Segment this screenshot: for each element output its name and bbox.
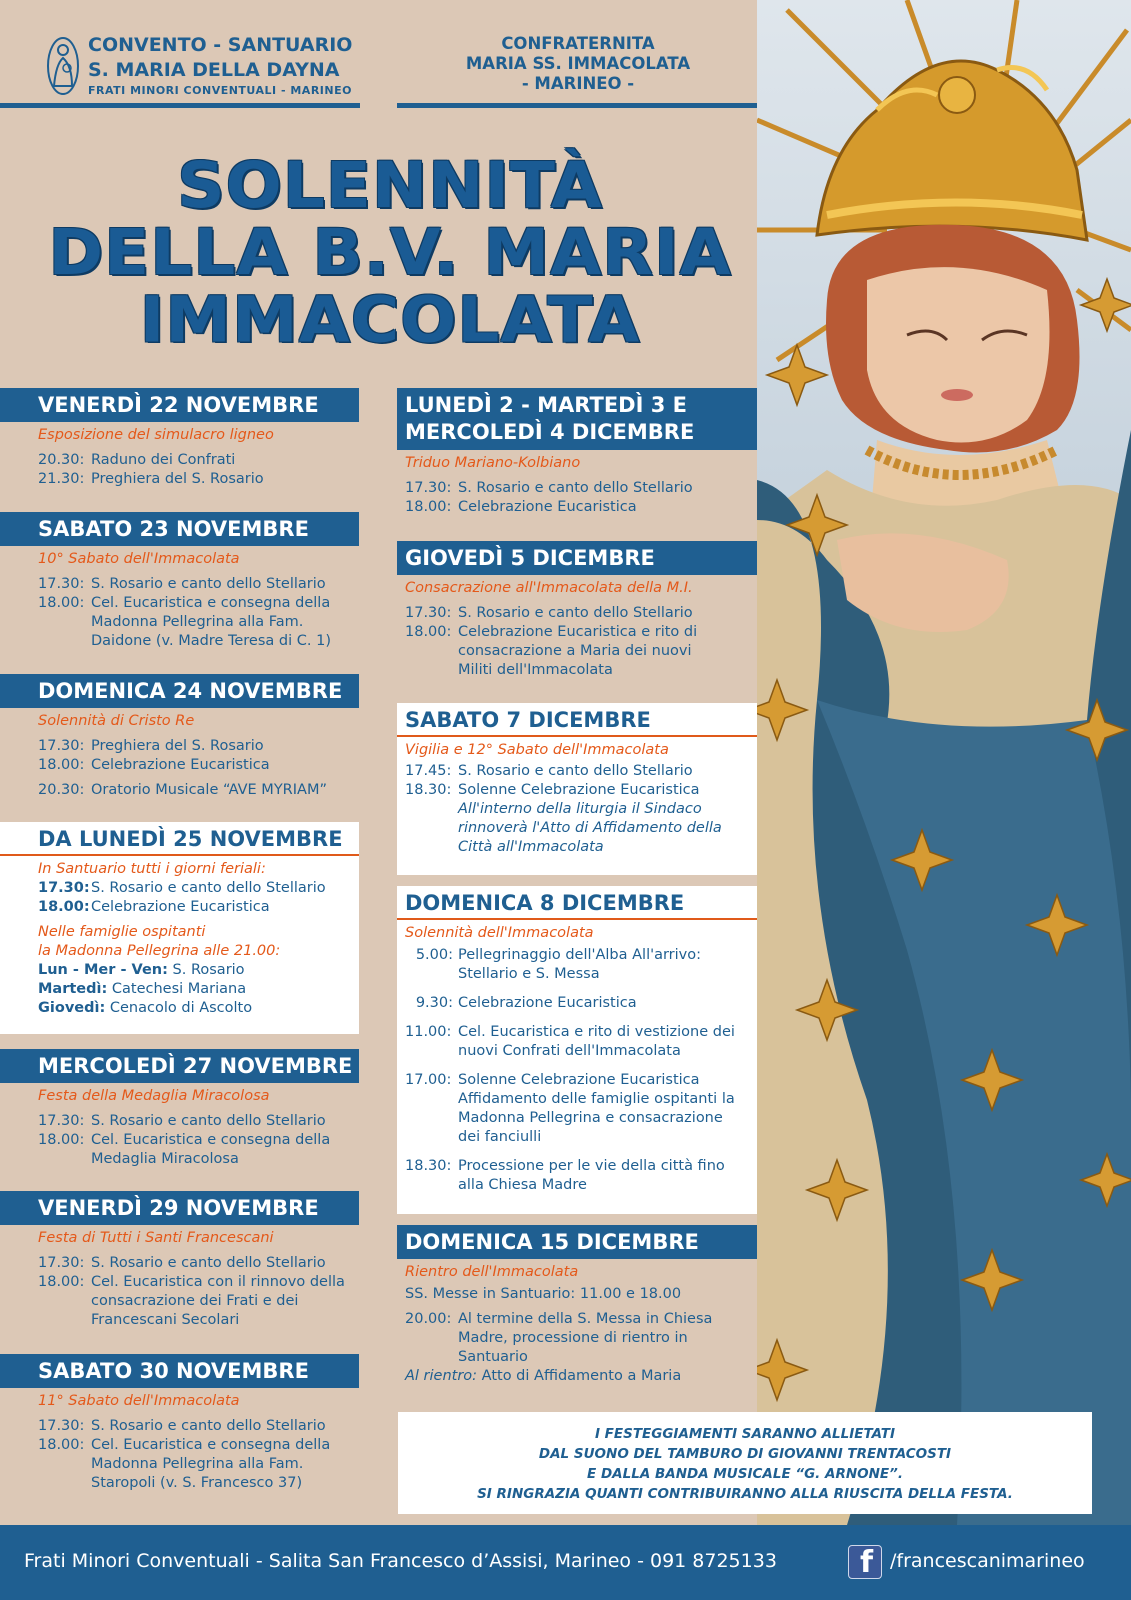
event-subtitle: Rientro dell'Immacolata — [405, 1264, 579, 1280]
event-text: S. Rosario e canto dello Stellario — [91, 880, 326, 896]
event-text: Cenacolo di Ascolto — [109, 1000, 253, 1016]
event-domenica-24 — [0, 674, 359, 800]
event-text: S. Rosario e canto dello Stellario — [458, 480, 693, 496]
event-heading: DA LUNEDÌ 25 NOVEMBRE — [0, 822, 359, 856]
event-time: 17.30: — [38, 1255, 85, 1271]
event-subtitle: 11° Sabato dell'Immacolata — [38, 1393, 240, 1409]
event-time: 17.30: — [38, 738, 85, 754]
festivities-note — [398, 1412, 1092, 1514]
event-text: Raduno dei Confrati — [91, 452, 236, 468]
event-heading: VENERDÌ 22 NOVEMBRE — [0, 388, 359, 422]
event-subtitle: Festa della Medaglia Miracolosa — [38, 1088, 270, 1104]
event-time: 17.30: — [38, 1113, 85, 1129]
event-heading: DOMENICA 24 NOVEMBRE — [0, 674, 359, 708]
event-subtitle: Consacrazione all'Immacolata della M.I. — [405, 580, 693, 596]
event-text: Celebrazione Eucaristica — [458, 499, 637, 515]
event-time: 18.00: — [405, 624, 452, 640]
event-text: Cel. Eucaristica e consegna della Medaglia Miracolosa — [91, 1132, 331, 1167]
title-line-2: DELLA B.V. MARIA — [48, 215, 732, 290]
event-text: S. Rosario e canto dello Stellario — [458, 605, 693, 621]
event-time: 21.30: — [38, 471, 85, 487]
event-heading: SABATO 30 NOVEMBRE — [0, 1354, 359, 1388]
note-line-2: DAL SUONO DEL TAMBURO DI GIOVANNI TRENTACOSTI — [538, 1446, 952, 1462]
event-venerdi-29 — [0, 1191, 359, 1330]
event-text: Cel. Eucaristica e consegna della Madonna Pellegrina alla Fam. Daidone (v. Madre Teresa di C. 1) — [91, 595, 331, 649]
rientro-label: Al rientro: — [405, 1368, 478, 1384]
event-text: S. Rosario e canto dello Stellario — [458, 763, 693, 779]
event-sabato-23 — [0, 512, 359, 651]
event-text: Preghiera del S. Rosario — [91, 738, 264, 754]
facebook-handle-link[interactable]: /francescanimarineo — [890, 1550, 1085, 1572]
event-subtitle-2a: Nelle famiglie ospitanti — [38, 924, 206, 940]
event-time: 9.30: — [415, 995, 453, 1011]
event-time: 18.00: — [38, 1274, 85, 1290]
event-subtitle: Vigilia e 12° Sabato dell'Immacolata — [405, 742, 669, 758]
event-time: 17.00: — [405, 1072, 452, 1088]
event-time: 17.30: — [38, 576, 85, 592]
event-time: 17.30: — [38, 880, 90, 896]
event-text: S. Rosario e canto dello Stellario — [91, 576, 326, 592]
note-line-4: SI RINGRAZIA QUANTI CONTRIBUIRANNO ALLA RIUSCITA DELLA FESTA. — [477, 1486, 1013, 1502]
event-text: S. Rosario e canto dello Stellario — [91, 1418, 326, 1434]
event-text: Celebrazione Eucaristica e rito di consacrazione a Maria dei nuovi Militi dell'Immacolata — [458, 624, 698, 678]
event-heading: DOMENICA 15 DICEMBRE — [397, 1225, 757, 1259]
event-heading: DOMENICA 8 DICEMBRE — [397, 886, 757, 920]
convento-line-2: S. MARIA DELLA DAYNA — [88, 59, 340, 81]
event-text: Pellegrinaggio dell'Alba All'arrivo: Stellario e S. Messa — [458, 947, 702, 982]
event-text: Celebrazione Eucaristica — [91, 899, 270, 915]
confraternita-header — [398, 34, 758, 94]
event-text: Celebrazione Eucaristica — [458, 995, 637, 1011]
event-text: SS. Messe in Santuario: 11.00 e 18.00 — [405, 1286, 682, 1302]
event-subtitle: In Santuario tutti i giorni feriali: — [38, 861, 266, 877]
event-subtitle: Triduo Mariano-Kolbiano — [405, 455, 581, 471]
event-sabato-30 — [0, 1354, 359, 1493]
event-day-label: Martedì: — [38, 981, 108, 997]
event-heading: GIOVEDÌ 5 DICEMBRE — [397, 541, 757, 575]
note-line-1: I FESTEGGIAMENTI SARANNO ALLIETATI — [594, 1426, 896, 1442]
event-time: 18.30: — [405, 1158, 452, 1174]
crown-icon — [817, 61, 1087, 240]
event-text: Catechesi Mariana — [111, 981, 247, 997]
event-da-lunedi-25 — [0, 822, 359, 1034]
madonna-logo-icon — [46, 36, 80, 98]
event-text: Preghiera del S. Rosario — [91, 471, 264, 487]
page-title — [30, 148, 750, 357]
event-subtitle-2b: la Madonna Pellegrina alle 21.00: — [38, 943, 281, 959]
confraternita-line-3: - MARINEO - — [521, 74, 635, 93]
facebook-glyph: f — [859, 1545, 873, 1580]
event-time: 17.30: — [405, 480, 452, 496]
event-time: 18.00: — [38, 1437, 85, 1453]
event-mercoledi-27 — [0, 1049, 359, 1169]
header-rule-right — [397, 103, 757, 108]
event-subtitle: Solennità dell'Immacolata — [405, 925, 594, 941]
event-text: S. Rosario — [172, 962, 245, 978]
event-time: 5.00: — [415, 947, 453, 963]
event-time: 20.30: — [38, 452, 85, 468]
rientro-text: Atto di Affidamento a Maria — [481, 1368, 682, 1384]
event-time: 18.00: — [38, 595, 85, 611]
event-time: 18.00: — [405, 499, 452, 515]
event-time: 11.00: — [405, 1024, 452, 1040]
madonna-statue-image — [757, 0, 1131, 1525]
event-time: 17.45: — [405, 763, 452, 779]
event-heading: MERCOLEDÌ 27 NOVEMBRE — [0, 1049, 359, 1083]
event-subtitle: Esposizione del simulacro ligneo — [38, 427, 274, 443]
event-italic-note: All'interno della liturgia il Sindaco rinnoverà l'Atto di Affidamento della Città all'Immacolata — [458, 801, 722, 855]
event-text: Processione per le vie della città fino alla Chiesa Madre — [458, 1158, 725, 1193]
event-time: 18.00: — [38, 1132, 85, 1148]
event-text: S. Rosario e canto dello Stellario — [91, 1113, 326, 1129]
event-subtitle: Festa di Tutti i Santi Francescani — [38, 1230, 274, 1246]
footer — [0, 1525, 1131, 1600]
event-venerdi-22 — [0, 388, 359, 489]
event-text: Cel. Eucaristica e consegna della Madonna Pellegrina alla Fam. Staropoli (v. S. Francesco 37) — [91, 1437, 331, 1491]
event-time: 18.30: — [405, 782, 452, 798]
event-text: Solenne Celebrazione Eucaristica — [458, 782, 700, 798]
event-text: Al termine della S. Messa in Chiesa Madre, processione di rientro in Santuario — [458, 1311, 713, 1365]
event-heading: LUNEDÌ 2 - MARTEDÌ 3 E MERCOLEDÌ 4 DICEMBRE — [397, 388, 757, 450]
event-subtitle: Solennità di Cristo Re — [38, 713, 195, 729]
facebook-icon[interactable] — [848, 1545, 882, 1579]
title-line-1: SOLENNITÀ — [177, 148, 603, 223]
event-heading: SABATO 23 NOVEMBRE — [0, 512, 359, 546]
statue-illustration — [757, 0, 1131, 1525]
event-lunedi-2-mercoledi-4 — [397, 388, 757, 517]
header-rule-left — [0, 103, 360, 108]
event-heading: VENERDÌ 29 NOVEMBRE — [0, 1191, 359, 1225]
event-text: Solenne Celebrazione Eucaristica Affidamento delle famiglie ospitanti la Madonna Pellegrina e consacrazione dei fanciulli — [458, 1072, 735, 1145]
event-text: Cel. Eucaristica e rito di vestizione dei nuovi Confrati dell'Immacolata — [458, 1024, 735, 1059]
event-day-label: Lun - Mer - Ven: — [38, 962, 168, 978]
event-text: Celebrazione Eucaristica — [91, 757, 270, 773]
event-text: Cel. Eucaristica con il rinnovo della consacrazione dei Frati e dei Francescani Secolari — [91, 1274, 345, 1328]
event-heading: SABATO 7 DICEMBRE — [397, 703, 757, 737]
convento-line-1: CONVENTO - SANTUARIO — [88, 34, 353, 56]
event-sabato-7 — [397, 703, 757, 875]
event-text: S. Rosario e canto dello Stellario — [91, 1255, 326, 1271]
event-time: 17.30: — [38, 1418, 85, 1434]
event-domenica-15 — [397, 1225, 757, 1386]
event-time: 20.30: — [38, 782, 85, 798]
confraternita-line-1: CONFRATERNITA — [501, 34, 655, 53]
event-text: Oratorio Musicale “AVE MYRIAM” — [91, 782, 327, 798]
confraternita-line-2: MARIA SS. IMMACOLATA — [465, 54, 691, 73]
note-line-3: E DALLA BANDA MUSICALE “G. ARNONE”. — [587, 1466, 903, 1482]
convento-line-3: FRATI MINORI CONVENTUALI - MARINEO — [88, 84, 352, 97]
event-time: 20.00: — [405, 1311, 452, 1327]
event-time: 17.30: — [405, 605, 452, 621]
event-time: 18.00: — [38, 757, 85, 773]
event-day-label: Giovedì: — [38, 1000, 106, 1016]
event-subtitle: 10° Sabato dell'Immacolata — [38, 551, 240, 567]
title-line-3: IMMACOLATA — [139, 282, 641, 357]
event-domenica-8 — [397, 886, 757, 1214]
footer-address: Frati Minori Conventuali - Salita San Francesco d’Assisi, Marineo - 091 8725133 — [24, 1550, 777, 1572]
event-time: 18.00: — [38, 899, 90, 915]
event-giovedi-5 — [397, 541, 757, 680]
